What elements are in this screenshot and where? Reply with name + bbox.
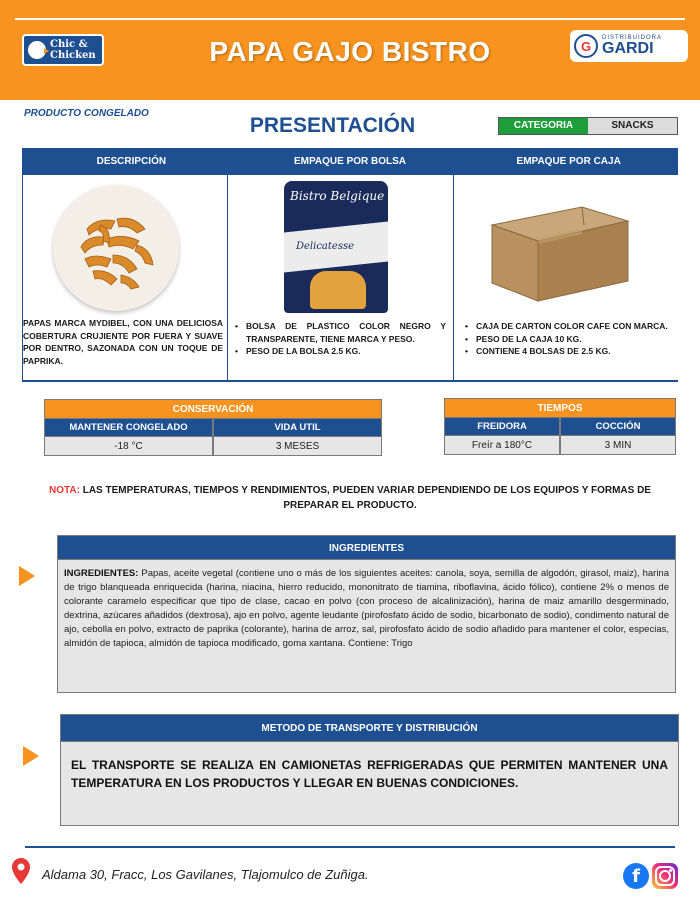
gardi-logo [570, 30, 688, 62]
list-item: • PESO DE LA CAJA 10 KG. [464, 333, 674, 346]
ingredients-header: INGREDIENTES [57, 535, 676, 560]
col-header-bolsa: EMPAQUE POR BOLSA [293, 156, 407, 167]
bag-brand-text: Bistro Belgique [290, 189, 385, 203]
facebook-icon[interactable]: f [623, 863, 649, 889]
tiempos-table [444, 398, 676, 455]
bag-column [228, 175, 454, 380]
list-item: • CONTIENE 4 BOLSAS DE 2.5 KG. [464, 345, 674, 358]
address-text: Aldama 30, Fracc, Los Gavilanes, Tlajomulco de Zuñiga. [42, 867, 369, 882]
header-top-line [15, 18, 685, 20]
note [40, 483, 660, 513]
transport-body: EL TRANSPORTE SE REALIZA EN CAMIONETAS REFRIGERADAS QUE PERMITEN MANTENER UNA TEMPERATURA EN LOS PRODUCTOS Y LLEGAR EN BUENAS CONDICIONES. [60, 742, 679, 826]
play-arrow-icon [19, 566, 35, 586]
presentation-header [22, 148, 678, 175]
note-text: LAS TEMPERATURAS, TIEMPOS Y RENDIMIENTOS, PUEDEN VARIAR DEPENDIENDO DE LOS EQUIPOS Y FORMAS DE PREPARAR EL PRODUCTO. [79, 485, 651, 511]
conservacion-table [44, 399, 382, 456]
conservacion-value-vida: 3 MESES [213, 437, 382, 456]
instagram-icon[interactable] [652, 863, 678, 889]
fries-icon [67, 199, 165, 297]
conservacion-value-temp: -18 °C [44, 437, 213, 456]
ingredients-body [57, 560, 676, 693]
box-list [464, 320, 674, 358]
note-label: NOTA: [49, 485, 80, 496]
product-tag: PRODUCTO CONGELADO [24, 108, 149, 119]
bag-image [284, 181, 388, 313]
list-item: • CAJA DE CARTON COLOR CAFE CON MARCA. [464, 320, 674, 333]
conservacion-header-temp: MANTENER CONGELADO [44, 419, 213, 437]
conservacion-header-vida: VIDA UTIL [213, 419, 382, 437]
tiempos-header-coccion: COCCIÓN [560, 418, 676, 436]
box-column [454, 175, 678, 380]
presentation-bottom-line [22, 380, 678, 382]
category-value: SNACKS [588, 118, 677, 134]
logo-left-line2: Chicken [50, 50, 96, 61]
cardboard-box-icon [482, 195, 632, 305]
ingredients-label: INGREDIENTES: [64, 568, 139, 579]
play-arrow-icon [23, 746, 39, 766]
list-item: • BOLSA DE PLASTICO COLOR NEGRO Y TRANSPARENTE, TIENE MARCA Y PESO. [234, 320, 446, 345]
category-badge [498, 117, 678, 135]
bag-window [310, 271, 366, 309]
description-text: PAPAS MARCA MYDIBEL, CON UNA DELICIOSA COBERTURA CRUJIENTE POR FUERA Y SUAVE POR DENTRO, SAZONADA CON UN TOQUE DE PAPRIKA. [23, 318, 223, 366]
col-header-descripcion: DESCRIPCIÓN [96, 156, 167, 167]
logo-left-line1: Chic & [50, 39, 88, 50]
chick-icon [28, 41, 46, 59]
conservacion-title: CONSERVACIÓN [44, 399, 382, 419]
chic-chicken-logo [22, 34, 104, 66]
bag-sub-text: Delicatesse [296, 241, 355, 252]
tiempos-title: TIEMPOS [444, 398, 676, 418]
header-banner [0, 0, 700, 100]
potato-wedges-image [53, 185, 179, 311]
bag-list [234, 320, 446, 358]
footer-line [25, 846, 675, 848]
presentation-title: PRESENTACIÓN [249, 114, 416, 137]
location-pin-icon [12, 858, 30, 884]
tiempos-header-freidora: FREIDORA [444, 418, 560, 436]
transport-header: METODO DE TRANSPORTE Y DISTRIBUCIÓN [60, 714, 679, 742]
logo-right-small: DISTRIBUIDORA [602, 35, 663, 41]
gardi-mark-icon: G [574, 34, 598, 58]
description-column [22, 175, 228, 380]
page-title: PAPA GAJO BISTRO [209, 36, 491, 67]
col-header-caja: EMPAQUE POR CAJA [516, 156, 621, 167]
tiempos-value-freidora: Freír a 180°C [444, 436, 560, 455]
ingredients-text: Papas, aceite vegetal (contiene uno o más de los siguientes aceites: canola, soya, semilla de algodón, girasol, maiz), harina de trigo blanqueada enriquecida (harina, niacina, hierro reducido, mononitrato de tiamina, riboflavina, ácido fólico), contiene 2% o menos de colorante caramelo especificar que tipo de clase, cacao en polvo (con proceso de alcalinización), harina de maiz amarillo desgerminado, dextrina, azùcares añadidos (dextrosa), ajo en polvo, agente leudante (pirofosfato ácido de sodio, bicarbonato de sodio), condimento natural de ajo, cebolla en polvo, extracto de paprika (colorante), harina de arroz, sal, pirofosfato ácido de sodio añadido para mantener el color, especias, almidón de tapioca, almidón de tapioca modificado, goma xantana. Contiene: Trigo [64, 568, 669, 650]
tiempos-value-coccion: 3 MIN [560, 436, 676, 455]
logo-right-big: GARDI [602, 40, 654, 57]
list-item: • PESO DE LA BOLSA 2.5 KG. [234, 345, 446, 358]
category-label: CATEGORIA [499, 118, 588, 134]
